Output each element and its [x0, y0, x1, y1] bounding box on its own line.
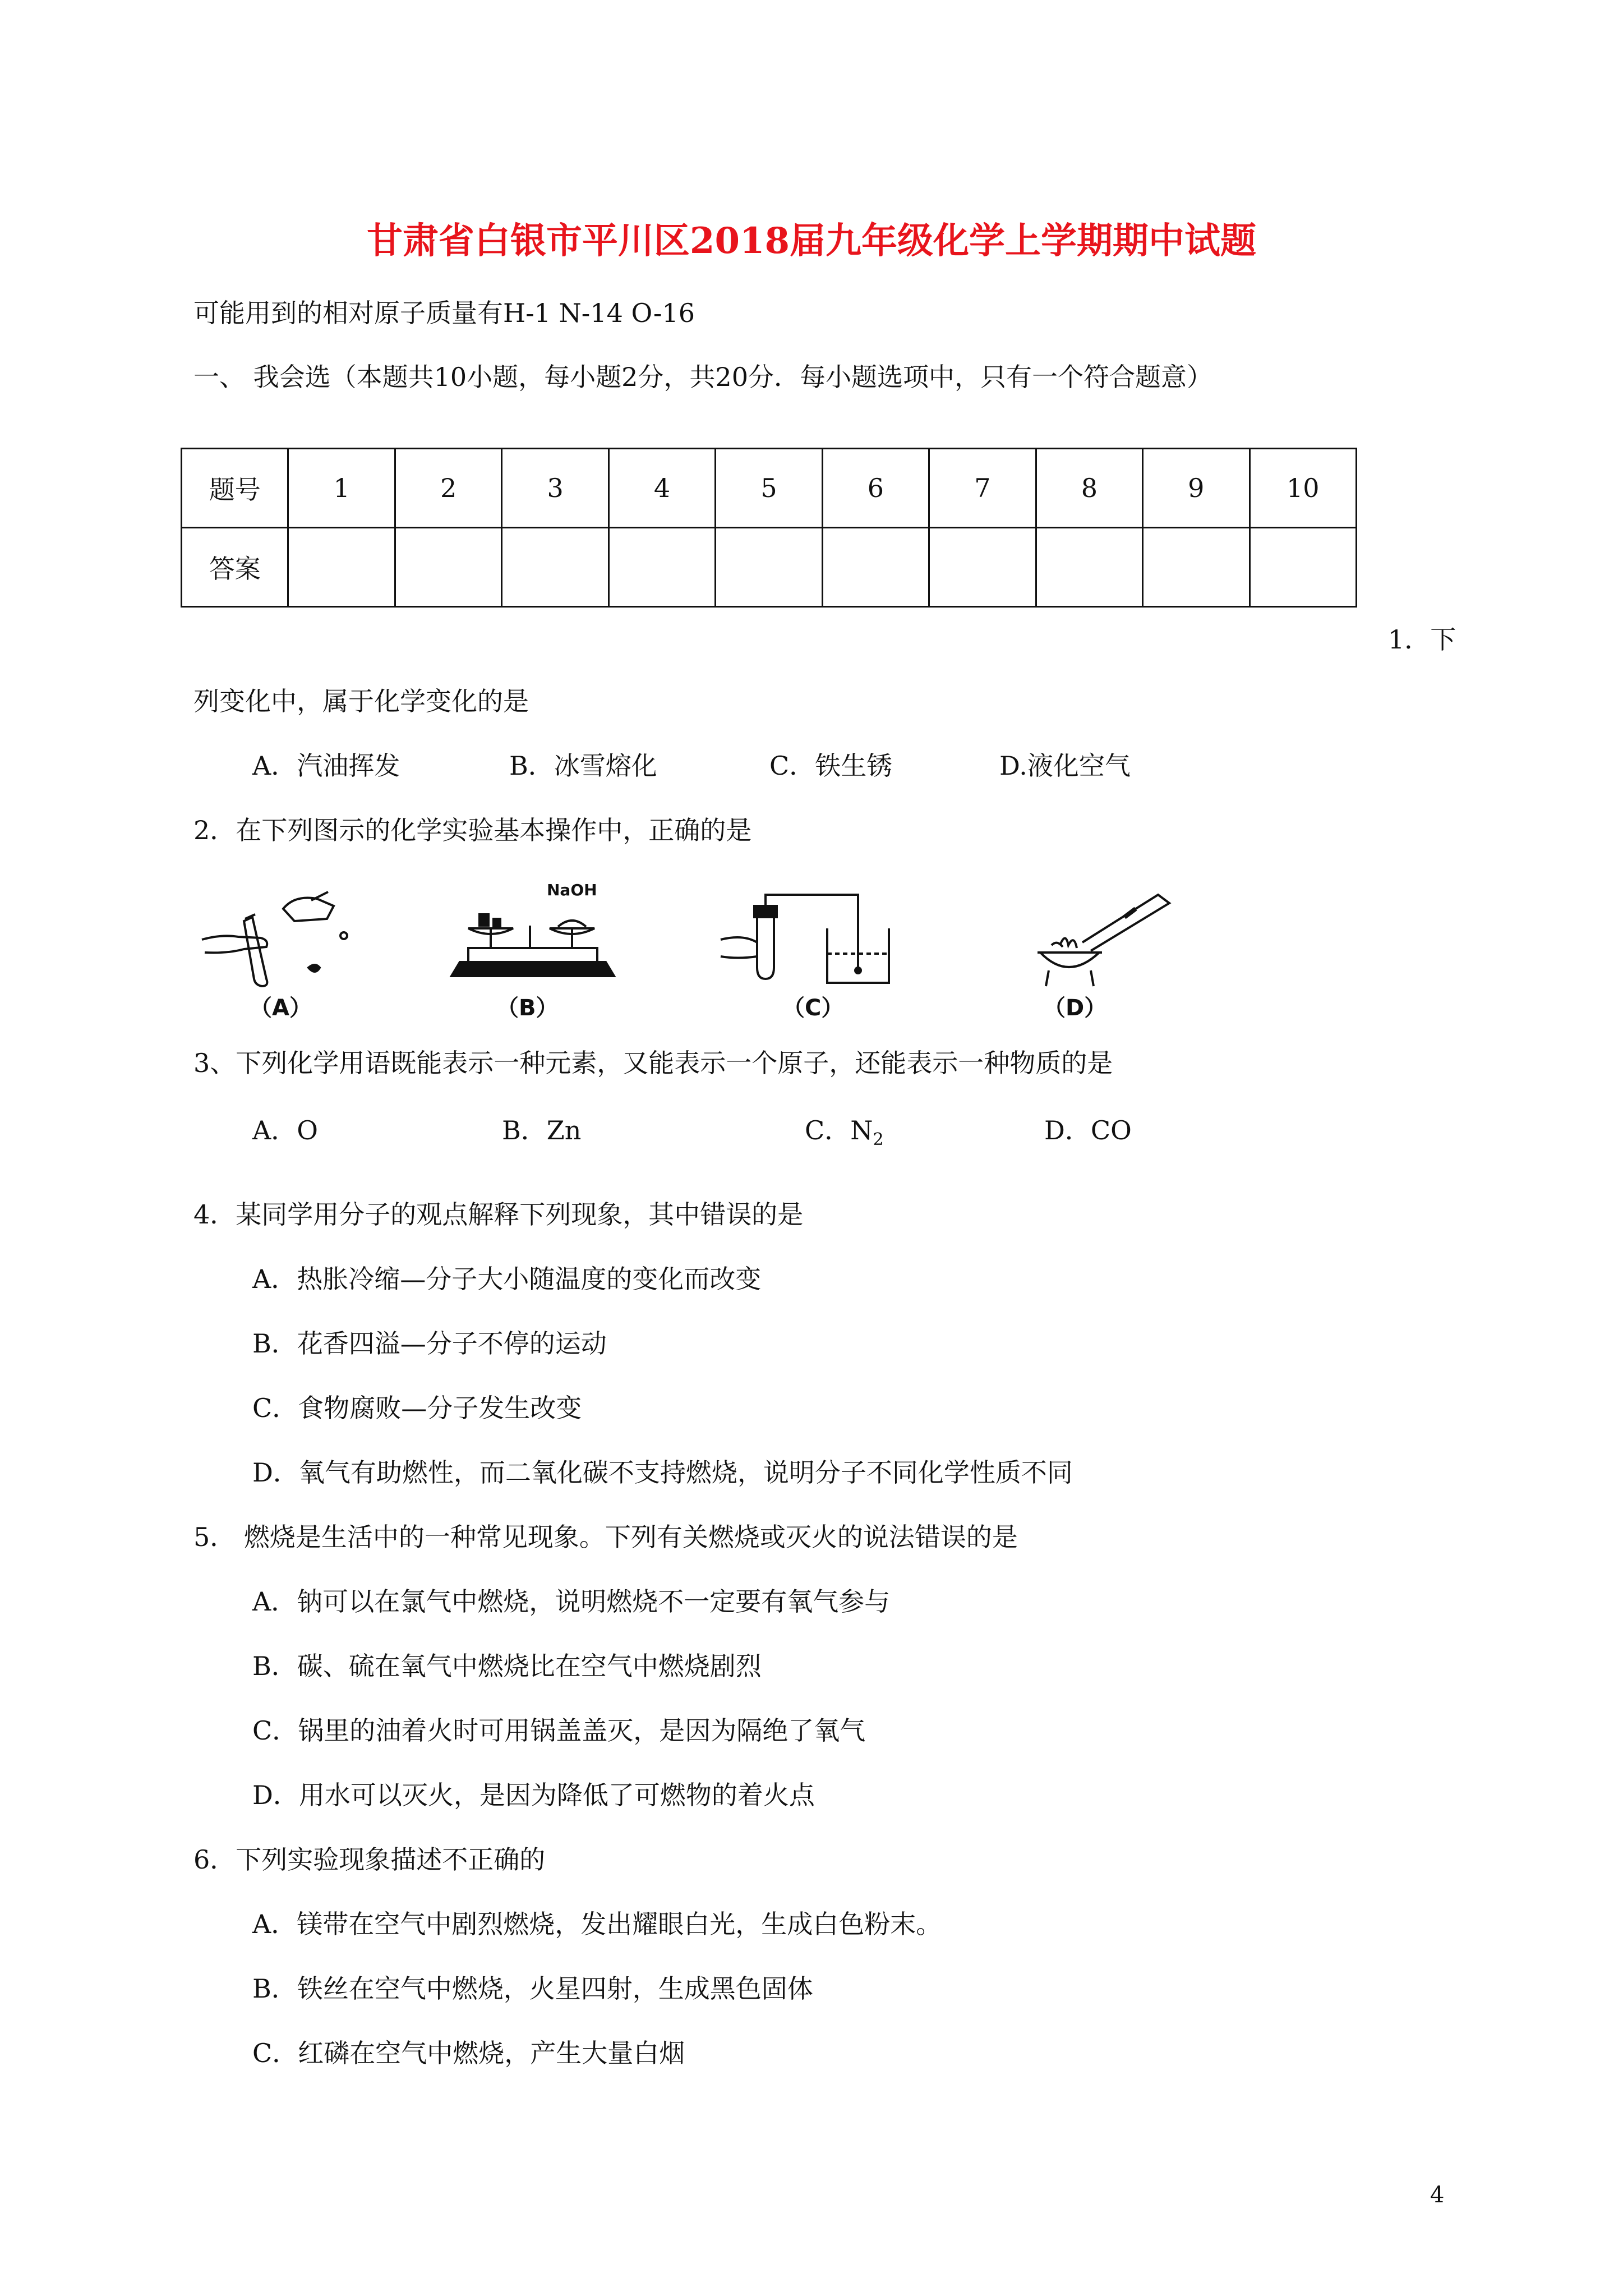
q6-option-a: A．镁带在空气中剧烈燃烧，发出耀眼白光，生成白色粉末。 — [252, 1909, 942, 1939]
figure-label-b: （B） — [496, 995, 559, 1021]
heating-evaporating-dish-icon — [1029, 886, 1192, 990]
q4-option-a: A．热胀冷缩—分子大小随温度的变化而改变 — [252, 1264, 762, 1294]
table-cell: 5 — [716, 449, 822, 528]
q1-option-b: B．冰雪熔化 — [509, 751, 657, 781]
table-row — [182, 528, 1357, 607]
table-cell: 3 — [502, 449, 608, 528]
q3-stem: 3、下列化学用语既能表示一种元素，又能表示一个原子，还能表示一种物质的是 — [193, 1048, 1113, 1078]
table-cell: 1 — [288, 449, 395, 528]
table-header-number: 题号 — [182, 449, 288, 528]
answer-cell[interactable] — [395, 528, 501, 607]
balance-scale-icon — [446, 886, 620, 990]
q1-option-c: C．铁生锈 — [769, 751, 893, 781]
naoh-label: NaOH — [547, 881, 597, 899]
answer-cell[interactable] — [1143, 528, 1249, 607]
q3-option-a: A．O — [252, 1115, 318, 1145]
answer-cell[interactable] — [1249, 528, 1356, 607]
q5-option-a: A．钠可以在氯气中燃烧，说明燃烧不一定要有氧气参与 — [252, 1586, 891, 1617]
figure-label-a: （A） — [250, 995, 312, 1021]
answer-table — [181, 448, 1357, 608]
section-one-heading: 一、 我会选（本题共10小题，每小题2分，共20分．每小题选项中，只有一个符合题意） — [193, 362, 1212, 392]
table-cell: 9 — [1143, 449, 1249, 528]
q4-stem: 4．某同学用分子的观点解释下列现象，其中错误的是 — [193, 1199, 804, 1230]
answer-cell[interactable] — [716, 528, 822, 607]
q1-number: 1．下 — [1388, 624, 1456, 655]
q4-option-d: D．氧气有助燃性，而二氧化碳不支持燃烧，说明分子不同化学性质不同 — [252, 1457, 1073, 1488]
q1-stem: 列变化中，属于化学变化的是 — [193, 686, 529, 716]
answer-cell[interactable] — [608, 528, 715, 607]
q3-option-d: D．CO — [1044, 1115, 1132, 1145]
table-cell: 4 — [608, 449, 715, 528]
q1-option-d: D.液化空气 — [999, 751, 1131, 781]
q5-stem: 5． 燃烧是生活中的一种常见现象。下列有关燃烧或灭火的说法错误的是 — [193, 1522, 1018, 1552]
q4-option-b: B．花香四溢—分子不停的运动 — [252, 1328, 607, 1359]
airtightness-check-icon — [715, 886, 900, 990]
table-header-answer: 答案 — [182, 528, 288, 607]
table-cell: 6 — [822, 449, 929, 528]
table-cell: 8 — [1036, 449, 1142, 528]
page-title: 甘肃省白银市平川区2018届九年级化学上学期期中试题 — [366, 220, 1257, 262]
q3-option-c-text: C．N — [805, 1115, 873, 1145]
q6-option-b: B．铁丝在空气中燃烧，火星四射，生成黑色固体 — [252, 1973, 813, 2004]
q5-option-c: C．锅里的油着火时可用锅盖盖灭，是因为隔绝了氧气 — [252, 1715, 866, 1746]
answer-cell[interactable] — [822, 528, 929, 607]
table-cell: 2 — [395, 449, 501, 528]
answer-cell[interactable] — [288, 528, 395, 607]
answer-cell[interactable] — [1036, 528, 1142, 607]
pour-liquid-test-tube-icon — [199, 886, 367, 990]
q6-stem: 6．下列实验现象描述不正确的 — [193, 1844, 546, 1875]
q5-option-d: D．用水可以灭火，是因为降低了可燃物的着火点 — [252, 1780, 815, 1810]
figure-label-d: （D） — [1043, 995, 1107, 1021]
q3-option-b: B．Zn — [502, 1115, 582, 1145]
q3-option-c-subscript: 2 — [873, 1130, 884, 1150]
table-cell: 7 — [929, 449, 1036, 528]
page-number: 4 — [1430, 2182, 1445, 2208]
q4-option-c: C．食物腐败—分子发生改变 — [252, 1393, 582, 1423]
q6-option-c: C．红磷在空气中燃烧，产生大量白烟 — [252, 2038, 685, 2068]
q1-option-a: A．汽油挥发 — [252, 751, 400, 781]
figure-label-c: （C） — [782, 995, 844, 1021]
answer-cell[interactable] — [929, 528, 1036, 607]
q2-stem: 2．在下列图示的化学实验基本操作中，正确的是 — [193, 815, 752, 845]
q5-option-b: B．碳、硫在氧气中燃烧比在空气中燃烧剧烈 — [252, 1651, 762, 1681]
q3-option-c — [805, 1114, 884, 1157]
table-cell: 10 — [1249, 449, 1356, 528]
atomic-mass-note: 可能用到的相对原子质量有H-1 N-14 O-16 — [193, 298, 695, 328]
table-row — [182, 449, 1357, 528]
answer-cell[interactable] — [502, 528, 608, 607]
